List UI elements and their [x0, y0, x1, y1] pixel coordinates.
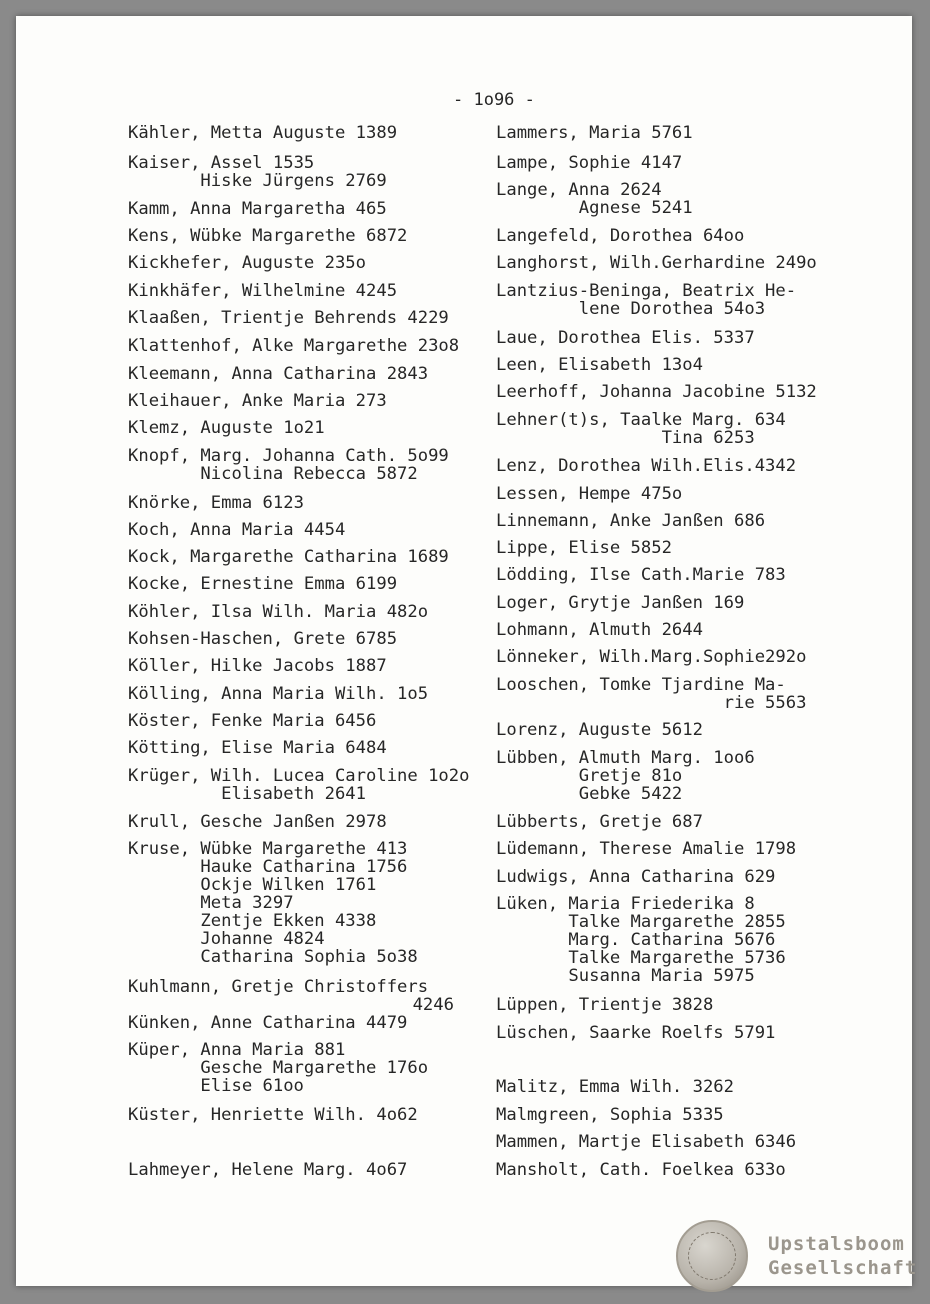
list-item: Lippe, Elise 5852	[496, 538, 672, 558]
list-item: Kleihauer, Anke Maria 273	[128, 391, 387, 411]
list-item: Loger, Grytje Janßen 169	[496, 593, 745, 613]
list-item: Köller, Hilke Jacobs 1887	[128, 656, 387, 676]
list-item: Lammers, Maria 5761	[496, 123, 693, 143]
list-item: Köster, Fenke Maria 6456	[128, 711, 377, 731]
logo-line-1: Upstalsboom	[768, 1233, 905, 1255]
list-item: Lödding, Ilse Cath.Marie 783	[496, 565, 786, 585]
list-item: Kleemann, Anna Catharina 2843	[128, 364, 429, 384]
list-item: Lüdemann, Therese Amalie 1798	[496, 839, 797, 859]
list-item: Lahmeyer, Helene Marg. 4o67	[128, 1160, 408, 1180]
seal-icon	[676, 1220, 748, 1292]
list-item: Kölling, Anna Maria Wilh. 1o5	[128, 684, 429, 704]
list-item: Linnemann, Anke Janßen 686	[496, 511, 766, 531]
list-item: Krull, Gesche Janßen 2978	[128, 812, 387, 832]
list-item: Kamm, Anna Margaretha 465	[128, 199, 387, 219]
list-item: Kohsen-Haschen, Grete 6785	[128, 629, 398, 649]
list-item: Kuhlmann, Gretje Christoffers 4246	[128, 977, 454, 1015]
list-item: Klattenhof, Alke Margarethe 23o8	[128, 336, 460, 356]
list-item: Looschen, Tomke Tjardine Ma- rie 5563	[496, 675, 807, 713]
list-item: Laue, Dorothea Elis. 5337	[496, 328, 755, 348]
list-item: Kruse, Wübke Margarethe 413 Hauke Catharina 1756 Ockje Wilken 1761 Meta 3297 Zentje Ekken 4338 Johanne 4824 Catharina Sophia 5o38	[128, 839, 418, 967]
list-item: Klaaßen, Trientje Behrends 4229	[128, 308, 449, 328]
list-item: Kock, Margarethe Catharina 1689	[128, 547, 449, 567]
list-item: Lübberts, Gretje 687	[496, 812, 703, 832]
logo-text	[768, 1232, 917, 1280]
watermark-logo	[676, 1220, 918, 1290]
list-item: Kens, Wübke Margarethe 6872	[128, 226, 408, 246]
list-item: Ludwigs, Anna Catharina 629	[496, 867, 776, 887]
list-item: Knopf, Marg. Johanna Cath. 5o99 Nicolina Rebecca 5872	[128, 446, 449, 484]
list-item: Künken, Anne Catharina 4479	[128, 1013, 408, 1033]
list-item: Lessen, Hempe 475o	[496, 484, 683, 504]
list-item: Köhler, Ilsa Wilh. Maria 482o	[128, 602, 429, 622]
list-item: Lüschen, Saarke Roelfs 5791	[496, 1023, 776, 1043]
list-item: Klemz, Auguste 1o21	[128, 418, 325, 438]
list-item: Knörke, Emma 6123	[128, 493, 304, 513]
list-item: Malmgreen, Sophia 5335	[496, 1105, 724, 1125]
list-item: Lampe, Sophie 4147	[496, 153, 683, 173]
list-item: Küper, Anna Maria 881 Gesche Margarethe 176o Elise 61oo	[128, 1040, 429, 1096]
list-item: Lange, Anna 2624 Agnese 5241	[496, 180, 693, 218]
list-item: Kötting, Elise Maria 6484	[128, 738, 387, 758]
list-item: Kaiser, Assel 1535 Hiske Jürgens 2769	[128, 153, 387, 191]
list-item: Lüken, Maria Friederika 8 Talke Margarethe 2855 Marg. Catharina 5676 Talke Margarethe 5736 Susanna Maria 5975	[496, 894, 786, 986]
list-item: Kickhefer, Auguste 235o	[128, 253, 366, 273]
list-item: Mansholt, Cath. Foelkea 633o	[496, 1160, 786, 1180]
list-item: Leen, Elisabeth 13o4	[496, 355, 703, 375]
list-item: Lübben, Almuth Marg. 1oo6 Gretje 81o Gebke 5422	[496, 748, 755, 804]
logo-line-2: Gesellschaft	[768, 1257, 918, 1279]
list-item: Lohmann, Almuth 2644	[496, 620, 703, 640]
list-item: Langefeld, Dorothea 64oo	[496, 226, 745, 246]
list-item: Malitz, Emma Wilh. 3262	[496, 1077, 734, 1097]
page-number: - 1o96 -	[453, 90, 535, 110]
document-page	[16, 16, 918, 1286]
list-item: Lönneker, Wilh.Marg.Sophie292o	[496, 647, 807, 667]
list-item: Kocke, Ernestine Emma 6199	[128, 574, 398, 594]
list-item: Lorenz, Auguste 5612	[496, 720, 703, 740]
list-item: Lehner(t)s, Taalke Marg. 634 Tina 6253	[496, 410, 786, 448]
list-item: Lenz, Dorothea Wilh.Elis.4342	[496, 456, 797, 476]
list-item: Küster, Henriette Wilh. 4o62	[128, 1105, 418, 1125]
list-item: Langhorst, Wilh.Gerhardine 249o	[496, 253, 817, 273]
list-item: Kinkhäfer, Wilhelmine 4245	[128, 281, 398, 301]
list-item: Lantzius-Beninga, Beatrix He- lene Dorothea 54o3	[496, 281, 797, 319]
list-item: Koch, Anna Maria 4454	[128, 520, 346, 540]
list-item: Lüppen, Trientje 3828	[496, 995, 714, 1015]
list-item: Leerhoff, Johanna Jacobine 5132	[496, 382, 817, 402]
list-item: Krüger, Wilh. Lucea Caroline 1o2o Elisabeth 2641	[128, 766, 470, 804]
list-item: Mammen, Martje Elisabeth 6346	[496, 1132, 797, 1152]
list-item: Kähler, Metta Auguste 1389	[128, 123, 398, 143]
